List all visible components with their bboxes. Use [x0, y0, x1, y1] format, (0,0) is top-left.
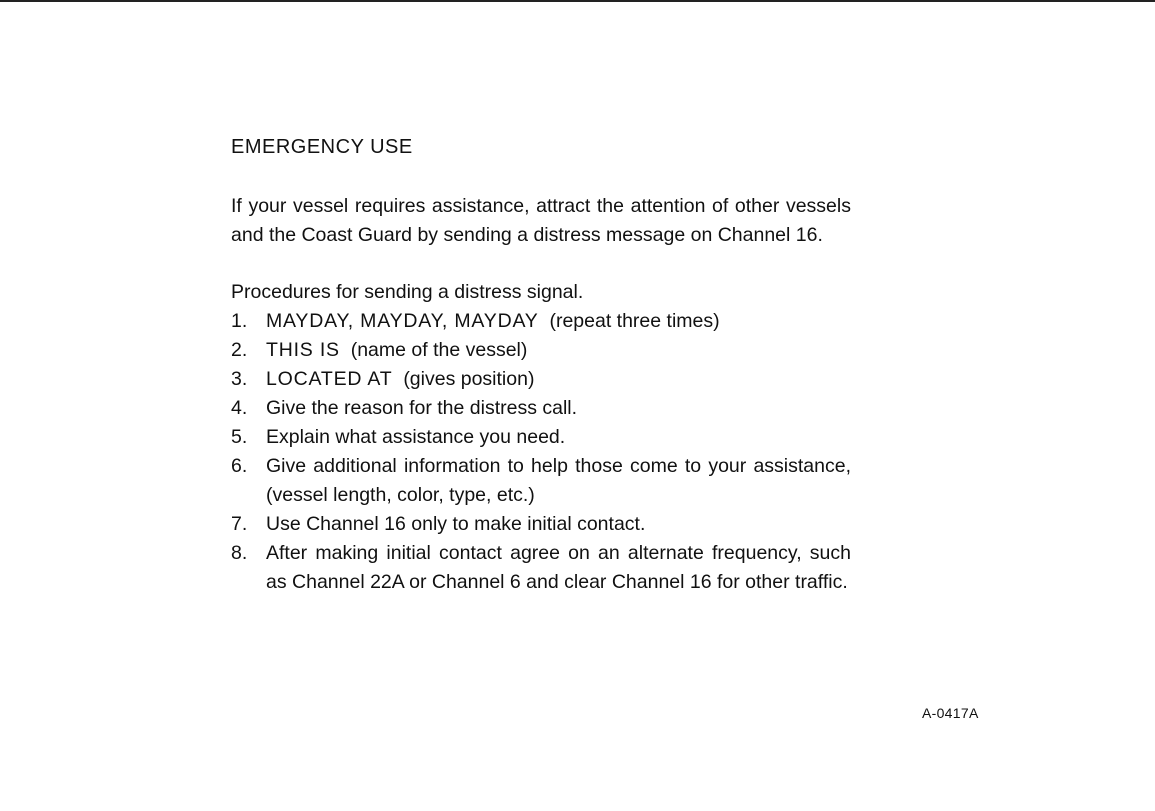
distress-steps-list [231, 307, 851, 597]
step-text [266, 307, 851, 336]
step-number: 5. [231, 426, 248, 448]
page-title: EMERGENCY USE [231, 136, 413, 158]
step-text: Use Channel 16 only to make initial contact. [266, 513, 646, 535]
list-item [231, 539, 851, 597]
step-number: 4. [231, 397, 248, 419]
step-detail: (gives position) [403, 368, 535, 390]
list-item [231, 336, 851, 365]
page-content [231, 132, 851, 597]
step-text: Give additional information to help those come to your assistance, (vessel length, color, type, etc.) [266, 455, 851, 506]
step-text: Give the reason for the distress call. [266, 397, 578, 419]
step-number: 6. [231, 455, 248, 477]
list-item [231, 452, 851, 510]
list-item [231, 423, 851, 452]
list-item [231, 365, 851, 394]
step-text: After making initial contact agree on an alternate frequency, such as Channel 22A or Channel 6 and clear Channel 16 for other traffic. [266, 542, 851, 593]
list-item [231, 510, 851, 539]
step-number: 7. [231, 513, 248, 535]
step-text [266, 336, 851, 365]
step-emphasis: MAYDAY, MAYDAY, MAYDAY [266, 310, 539, 332]
list-item [231, 394, 851, 423]
step-number: 8. [231, 542, 248, 564]
document-code: A-0417A [922, 705, 979, 721]
procedures-intro: Procedures for sending a distress signal. [231, 281, 584, 303]
top-border-rule [0, 0, 1155, 2]
step-text [266, 365, 851, 394]
step-detail: (name of the vessel) [350, 339, 528, 361]
step-emphasis: LOCATED AT [266, 368, 393, 390]
step-number: 2. [231, 339, 248, 361]
step-text: Explain what assistance you need. [266, 426, 566, 448]
list-item [231, 307, 851, 336]
step-emphasis: THIS IS [266, 339, 340, 361]
step-number: 3. [231, 368, 248, 390]
step-number: 1. [231, 310, 248, 332]
step-detail: (repeat three times) [549, 310, 720, 332]
intro-paragraph: If your vessel requires assistance, attract the attention of other vessels and the Coast Guard by sending a distress message on Channel 16. [231, 195, 851, 246]
